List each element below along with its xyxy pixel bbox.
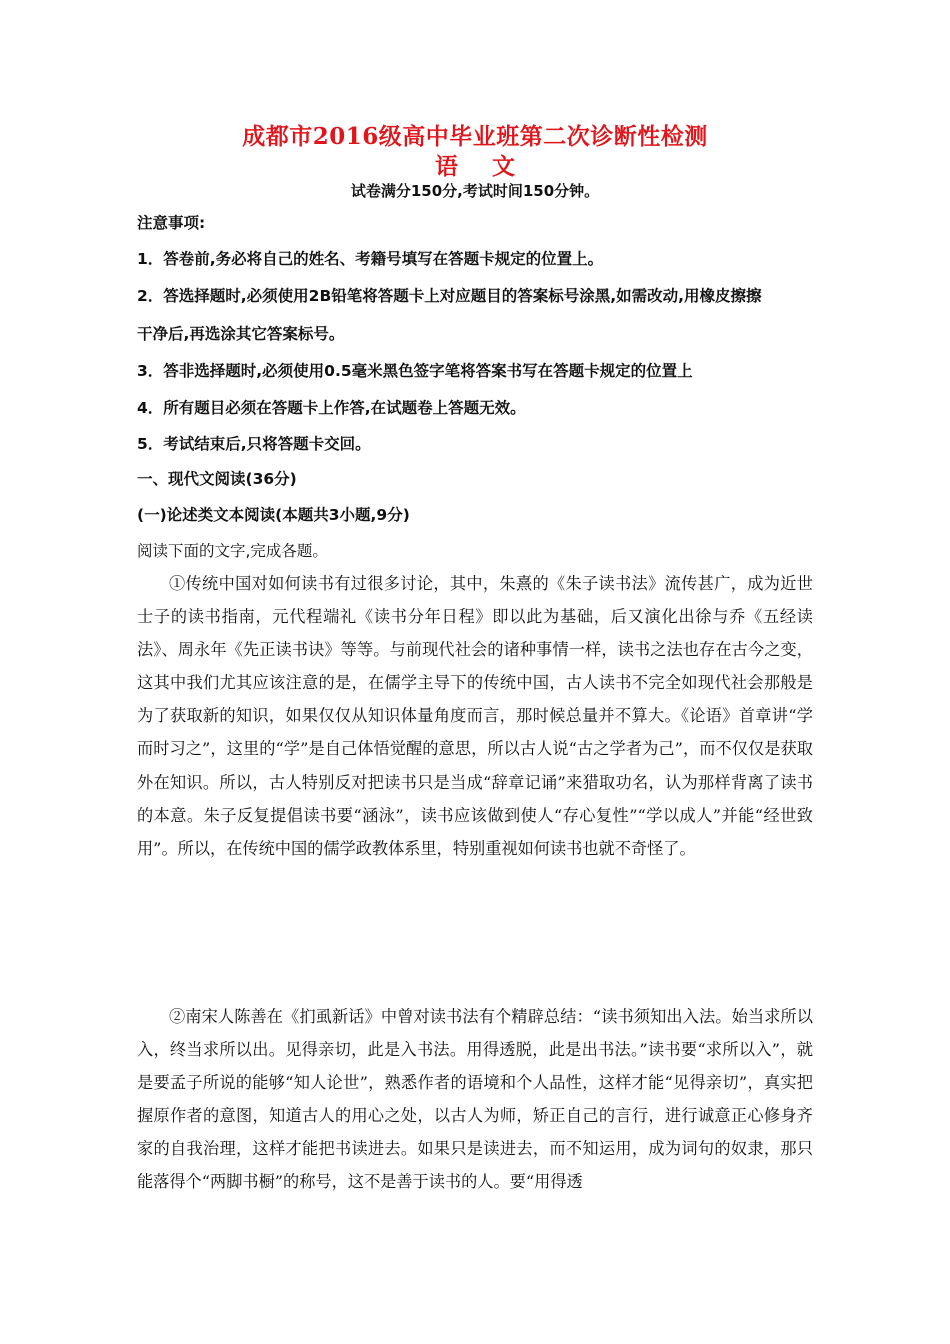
subject-char-1: 语 xyxy=(435,153,458,180)
subsection-heading: (一)论述类文本阅读(本题共3小题,9分) xyxy=(137,506,410,524)
note-item: 4．所有题目必须在答题卡上作答,在试题卷上答题无效。 xyxy=(137,399,526,417)
note-item: 1．答卷前,务必将自己的姓名、考籍号填写在答题卡规定的位置上。 xyxy=(137,250,604,268)
note-item: 2．答选择题时,必须使用2B铅笔将答题卡上对应题目的答案标号涂黑,如需改动,用橡皮擦擦 xyxy=(137,287,762,305)
reading-instruction: 阅读下面的文字,完成各题。 xyxy=(137,542,328,560)
note-item: 干净后,再选涂其它答案标号。 xyxy=(137,325,345,343)
note-item: 5．考试结束后,只将答题卡交回。 xyxy=(137,435,371,453)
subject-char-2: 文 xyxy=(492,153,515,180)
section-heading: 一、现代文阅读(36分) xyxy=(137,470,297,488)
passage-paragraph-2: ②南宋人陈善在《扪虱新话》中曾对读书法有个精辟总结：“读书须知出入法。始当求所以入，终当求所以出。见得亲切，此是入书法。用得透脱，此是出书法。”读书要“求所以入”，就是要孟子所说的能够“知人论世”，熟悉作者的语境和个人品性，这样才能“见得亲切”，真实把握原作者的意图，知道古人的用心之处，以古人为师，矫正自己的言行，进行诚意正心修身齐家的自我治理，这样才能把书读进去。如果只是读进去，而不知运用，成为词句的奴隶，那只能落得个“两脚书橱”的称号，这不是善于读书的人。要“用得透 xyxy=(137,1007,813,1192)
passage-paragraph-1: ①传统中国对如何读书有过很多讨论，其中，朱熹的《朱子读书法》流传甚广，成为近世士子的读书指南，元代程端礼《读书分年日程》即以此为基础，后又演化出徐与乔《五经读法》、周永年《先正读书诀》等等。与前现代社会的诸种事情一样，读书之法也存在古今之变，这其中我们尤其应该注意的是，在儒学主导下的传统中国，古人读书不完全如现代社会那般是为了获取新的知识，如果仅仅从知识体量角度而言，那时候总量并不算大。《论语》首章讲“学而时习之”，这里的“学”是自己体悟觉醒的意思，所以古人说“古之学者为己”，而不仅仅是获取外在知识。所以，古人特别反对把读书只是当成“辞章记诵”来猎取功名，认为那样背离了读书的本意。朱子反复提倡读书要“涵泳”，读书应该做到使人“存心复性”“学以成人”并能“经世致用”。所以，在传统中国的儒学政教体系里，特别重视如何读书也就不奇怪了。 xyxy=(137,574,813,858)
exam-title: 成都市2016级高中毕业班第二次诊断性检测 xyxy=(242,123,708,150)
notes-heading: 注意事项: xyxy=(137,214,206,232)
subject-title xyxy=(0,148,950,181)
exam-subtitle: 试卷满分150分,考试时间150分钟。 xyxy=(350,182,600,200)
note-item: 3．答非选择题时,必须使用0.5毫米黑色签字笔将答案书写在答题卡规定的位置上 xyxy=(137,362,693,380)
